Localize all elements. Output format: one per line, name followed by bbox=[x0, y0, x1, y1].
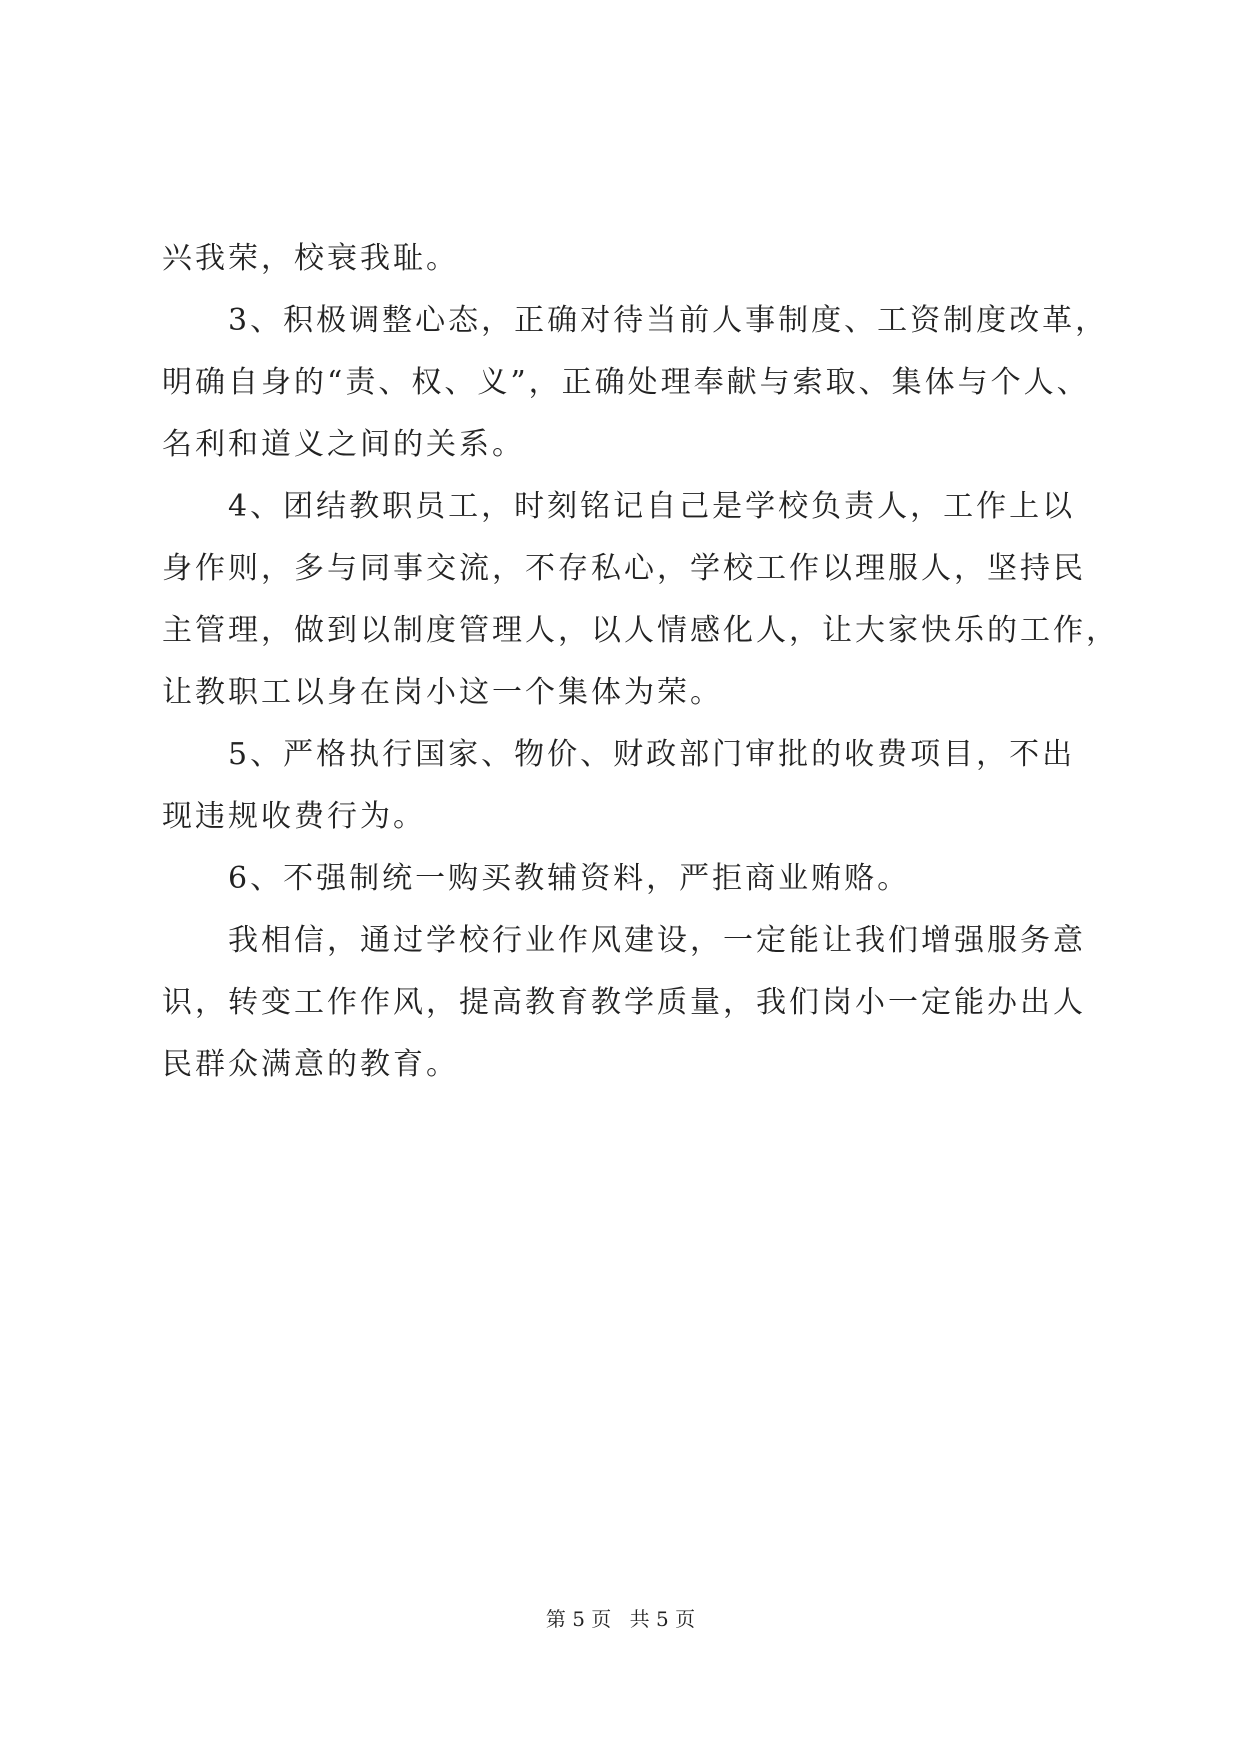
text-line: 兴我荣，校衰我耻。 bbox=[162, 241, 459, 276]
text-line: 识，转变工作作风，提高教育教学质量，我们岗小一定能办出人 bbox=[162, 985, 1086, 1020]
text-line: 3、积极调整心态，正确对待当前人事制度、工资制度改革， bbox=[228, 303, 1109, 338]
text-line: 6、不强制统一购买教辅资料，严拒商业贿赂。 bbox=[228, 861, 911, 896]
text-line: 现违规收费行为。 bbox=[162, 799, 426, 834]
text-line: 5、严格执行国家、物价、财政部门审批的收费项目，不出 bbox=[228, 737, 1076, 772]
page-number: 第 5 页 bbox=[545, 1607, 612, 1631]
page-footer bbox=[0, 1605, 1241, 1633]
text-line: 4、团结教职员工，时刻铭记自己是学校负责人，工作上以 bbox=[228, 489, 1076, 524]
document-body bbox=[162, 228, 1119, 1096]
text-line: 我相信，通过学校行业作风建设，一定能让我们增强服务意 bbox=[228, 923, 1086, 958]
text-line: 让教职工以身在岗小这一个集体为荣。 bbox=[162, 675, 723, 710]
page-total: 共 5 页 bbox=[629, 1607, 696, 1631]
text-line: 名利和道义之间的关系。 bbox=[162, 427, 525, 462]
text-line: 身作则，多与同事交流，不存私心，学校工作以理服人，坚持民 bbox=[162, 551, 1086, 586]
text-line: 主管理，做到以制度管理人，以人情感化人，让大家快乐的工作， bbox=[162, 613, 1119, 648]
text-line: 民群众满意的教育。 bbox=[162, 1047, 459, 1082]
text-line: 明确自身的“责、权、义”，正确处理奉献与索取、集体与个人、 bbox=[162, 365, 1090, 400]
